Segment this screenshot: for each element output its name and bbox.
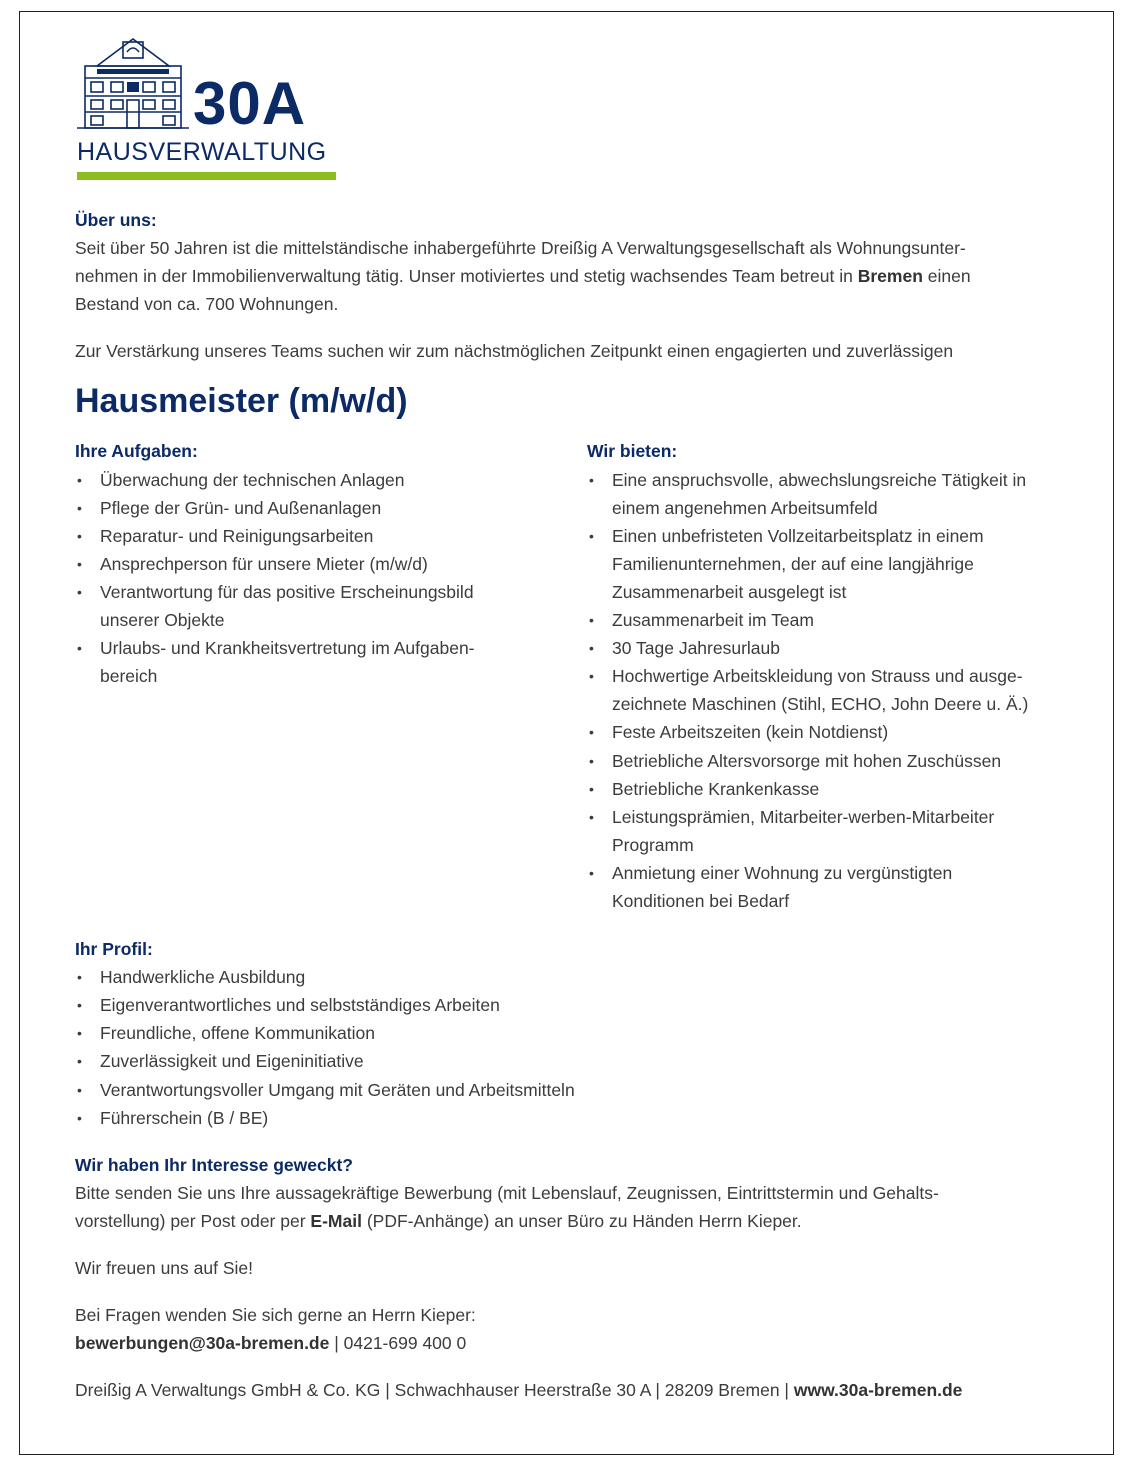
company-logo — [77, 36, 339, 184]
list-item-text: zeichnete Maschinen (Stihl, ECHO, John Deere u. Ä.) — [612, 694, 1029, 715]
list-item-text: Feste Arbeitszeiten (kein Notdienst) — [612, 722, 889, 743]
list-item — [587, 662, 1065, 718]
about-heading: Über uns: — [75, 210, 157, 230]
job-title: Hausmeister (m/w/d) — [75, 382, 408, 421]
profile-heading: Ihr Profil: — [75, 939, 153, 960]
list-item — [75, 991, 1065, 1019]
list-item — [75, 634, 587, 690]
list-item-text: Einen unbefristeten Vollzeitarbeitsplatz in einem — [612, 525, 984, 546]
about-line-2: nehmen in der Immobilienverwaltung tätig. Unser motiviertes und stetig wachsendes Team betreut in — [75, 266, 858, 287]
list-item — [587, 803, 1065, 859]
building-icon — [77, 36, 189, 132]
list-item-text: Konditionen bei Bedarf — [612, 890, 790, 911]
profile-list — [75, 963, 1065, 1132]
job-ad-content — [75, 206, 1065, 1404]
list-item — [75, 1019, 1065, 1047]
list-item-text: Freundliche, offene Kommunikation — [100, 1023, 375, 1044]
list-item-text: Anmietung einer Wohnung zu vergünstigten — [612, 862, 953, 883]
list-item-text: Zusammenarbeit ausgelegt ist — [612, 581, 847, 602]
about-line-1: Seit über 50 Jahren ist die mittelständische inhabergeführte Dreißig A Verwaltungsgesellschaft als Wohnungsunter- — [75, 238, 966, 259]
contact-email-link[interactable]: bewerbungen@30a-bremen.de — [75, 1333, 330, 1354]
list-item-text: Verantwortungsvoller Umgang mit Geräten und Arbeitsmitteln — [100, 1079, 575, 1100]
list-item — [587, 606, 1065, 634]
list-item — [587, 859, 1065, 915]
tasks-list — [75, 466, 587, 691]
list-item — [75, 1104, 1065, 1132]
list-item-text: Eigenverantwortliches und selbstständiges Arbeiten — [100, 995, 500, 1016]
list-item — [75, 1047, 1065, 1075]
about-line-3: einen — [922, 266, 971, 287]
list-item-text: Betriebliche Altersvorsorge mit hohen Zuschüssen — [612, 750, 1002, 771]
list-item-text: Programm — [612, 834, 694, 855]
about-text — [75, 234, 1065, 318]
closing-text: Wir freuen uns auf Sie! — [75, 1258, 253, 1278]
questions-line: Bei Fragen wenden Sie sich gerne an Herrn Kieper: — [75, 1305, 476, 1326]
list-item-text: Hochwertige Arbeitskleidung von Strauss und ausge- — [612, 666, 1023, 687]
list-item — [75, 466, 587, 494]
list-item-text: Eine anspruchsvolle, abwechslungsreiche Tätigkeit in — [612, 469, 1027, 490]
logo-accent-bar — [77, 172, 336, 180]
list-item — [587, 522, 1065, 606]
list-item-text: unserer Objekte — [100, 610, 225, 631]
offers-section — [587, 437, 1065, 915]
list-item-text: Zuverlässigkeit und Eigeninitiative — [100, 1051, 364, 1072]
company-footer — [75, 1376, 1065, 1404]
contact-text — [75, 1301, 1065, 1357]
contact-phone: | 0421-699 400 0 — [329, 1333, 467, 1354]
website-link[interactable]: www.30a-bremen.de — [793, 1380, 963, 1401]
list-item — [75, 578, 587, 634]
email-label: E-Mail — [310, 1210, 362, 1231]
list-item-text: bereich — [100, 666, 158, 687]
apply-heading: Wir haben Ihr Interesse geweckt? — [75, 1154, 353, 1175]
offers-heading: Wir bieten: — [587, 441, 678, 462]
tasks-offers-columns — [75, 437, 1065, 915]
list-item — [75, 550, 587, 578]
offers-list — [587, 466, 1065, 916]
list-item-text: Ansprechperson für unsere Mieter (m/w/d) — [100, 553, 428, 574]
list-item-text: Betriebliche Krankenkasse — [612, 778, 820, 799]
list-item — [587, 775, 1065, 803]
list-item-text: einem angenehmen Arbeitsumfeld — [612, 497, 878, 518]
apply-line-1: Bitte senden Sie uns Ihre aussagekräftige Bewerbung (mit Lebenslauf, Zeugnissen, Eintrittstermin und Gehalts- — [75, 1182, 939, 1203]
intro-text: Zur Verstärkung unseres Teams suchen wir zum nächstmöglichen Zeitpunkt einen engagierten und zuverlässigen — [75, 341, 954, 362]
list-item — [587, 718, 1065, 746]
list-item — [587, 466, 1065, 522]
about-line-4: Bestand von ca. 700 Wohnungen. — [75, 294, 339, 315]
apply-text — [75, 1179, 1065, 1235]
list-item-text: Pflege der Grün- und Außenanlagen — [100, 497, 382, 518]
list-item-text: Reparatur- und Reinigungsarbeiten — [100, 525, 374, 546]
about-city: Bremen — [857, 266, 923, 287]
list-item — [587, 747, 1065, 775]
list-item — [75, 494, 587, 522]
list-item-text: Familienunternehmen, der auf eine langjährige — [612, 553, 974, 574]
apply-line-2a: vorstellung) per Post oder per — [75, 1210, 311, 1231]
tasks-section — [75, 437, 587, 915]
list-item — [587, 634, 1065, 662]
list-item-text: Urlaubs- und Krankheitsvertretung im Aufgaben- — [100, 638, 475, 659]
logo-number: 30A — [193, 70, 307, 137]
list-item-text: Überwachung der technischen Anlagen — [100, 469, 405, 490]
tasks-heading: Ihre Aufgaben: — [75, 441, 198, 462]
list-item-text: Verantwortung für das positive Erscheinungsbild — [100, 581, 474, 602]
list-item-text: Handwerkliche Ausbildung — [100, 967, 306, 988]
list-item-text: Zusammenarbeit im Team — [612, 610, 814, 631]
list-item — [75, 1076, 1065, 1104]
logo-wordmark: HAUSVERWALTUNG — [77, 138, 327, 166]
list-item-text: Leistungsprämien, Mitarbeiter-werben-Mitarbeiter — [612, 806, 995, 827]
list-item — [75, 963, 1065, 991]
list-item — [75, 522, 587, 550]
company-address: Dreißig A Verwaltungs GmbH & Co. KG | Schwachhauser Heerstraße 30 A | 28209 Bremen | — [75, 1380, 794, 1401]
list-item-text: Führerschein (B / BE) — [100, 1107, 269, 1128]
list-item-text: 30 Tage Jahresurlaub — [612, 638, 780, 659]
apply-line-2b: (PDF-Anhänge) an unser Büro zu Händen Herrn Kieper. — [361, 1210, 802, 1231]
